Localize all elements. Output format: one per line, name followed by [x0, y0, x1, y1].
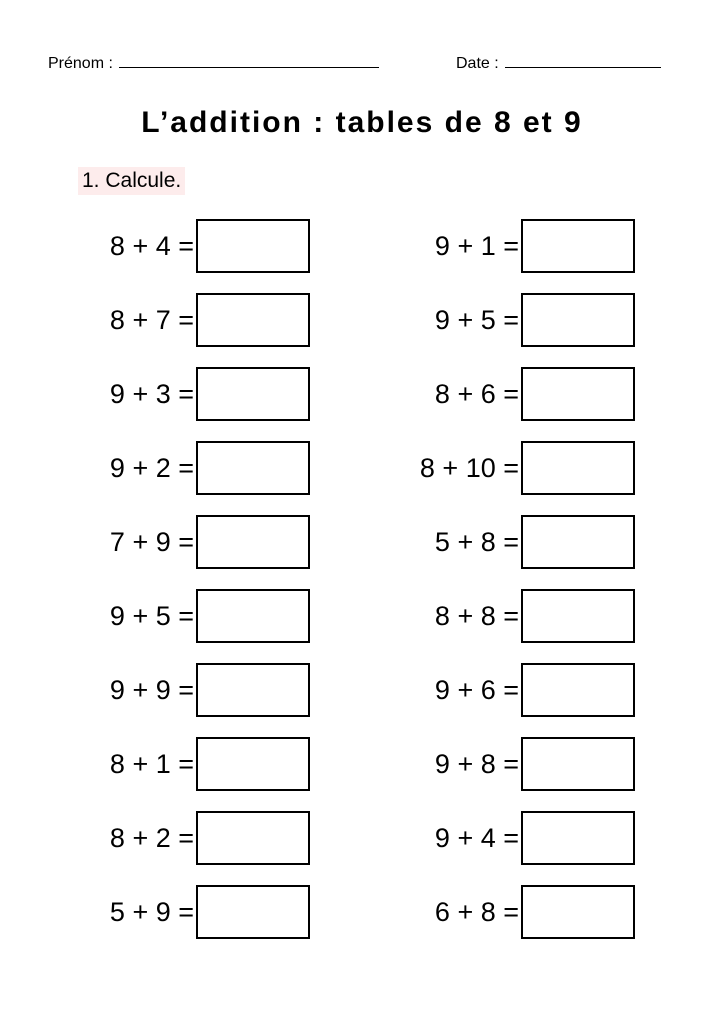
answer-box[interactable] [196, 589, 310, 643]
exercise-expression: 9 + 5 = [434, 305, 519, 335]
exercise-expression: 9 + 5 = [109, 601, 194, 631]
answer-box[interactable] [521, 219, 635, 273]
exercise-row [83, 589, 310, 643]
answer-box[interactable] [196, 367, 310, 421]
exercise-row [83, 737, 310, 791]
exercise-row [83, 663, 310, 717]
instruction-label: 1. Calcule. [78, 167, 185, 195]
answer-box[interactable] [196, 885, 310, 939]
exercise-expression: 8 + 10 = [419, 453, 519, 483]
exercise-expression: 6 + 8 = [434, 897, 519, 927]
date-label: Date : [456, 55, 499, 72]
exercise-row [83, 293, 310, 347]
prenom-line[interactable] [119, 55, 379, 68]
exercise-expression: 8 + 7 = [109, 305, 194, 335]
exercise-row [83, 515, 310, 569]
exercise-row [400, 885, 635, 939]
exercise-expression: 8 + 2 = [109, 823, 194, 853]
answer-box[interactable] [196, 737, 310, 791]
exercise-expression: 7 + 9 = [109, 527, 194, 557]
exercise-expression: 8 + 6 = [434, 379, 519, 409]
answer-box[interactable] [521, 367, 635, 421]
answer-box[interactable] [196, 441, 310, 495]
answer-box[interactable] [196, 219, 310, 273]
exercise-expression: 8 + 1 = [109, 749, 194, 779]
exercise-expression: 5 + 9 = [109, 897, 194, 927]
exercise-row [400, 663, 635, 717]
answer-box[interactable] [521, 441, 635, 495]
answer-box[interactable] [521, 515, 635, 569]
exercise-expression: 9 + 9 = [109, 675, 194, 705]
worksheet-title: L’addition : tables de 8 et 9 [141, 106, 583, 139]
prenom-field[interactable] [48, 55, 379, 73]
exercise-expression: 8 + 8 = [434, 601, 519, 631]
answer-box[interactable] [521, 885, 635, 939]
exercise-expression: 9 + 6 = [434, 675, 519, 705]
answer-box[interactable] [196, 293, 310, 347]
answer-box[interactable] [521, 293, 635, 347]
exercise-expression: 8 + 4 = [109, 231, 194, 261]
exercise-row [400, 589, 635, 643]
exercise-row [400, 811, 635, 865]
exercise-row [83, 885, 310, 939]
exercise-expression: 5 + 8 = [434, 527, 519, 557]
exercise-row [83, 219, 310, 273]
answer-box[interactable] [196, 811, 310, 865]
exercise-expression: 9 + 4 = [434, 823, 519, 853]
answer-box[interactable] [521, 589, 635, 643]
exercise-row [83, 441, 310, 495]
date-field[interactable] [456, 55, 661, 73]
exercise-row [400, 515, 635, 569]
exercise-row [83, 811, 310, 865]
exercise-expression: 9 + 8 = [434, 749, 519, 779]
answer-box[interactable] [521, 811, 635, 865]
exercise-row [83, 367, 310, 421]
answer-box[interactable] [521, 663, 635, 717]
answer-box[interactable] [196, 663, 310, 717]
answer-box[interactable] [196, 515, 310, 569]
exercise-expression: 9 + 2 = [109, 453, 194, 483]
exercise-row [400, 367, 635, 421]
exercise-expression: 9 + 1 = [434, 231, 519, 261]
answer-box[interactable] [521, 737, 635, 791]
exercise-expression: 9 + 3 = [109, 379, 194, 409]
exercise-row [400, 737, 635, 791]
exercise-row [400, 293, 635, 347]
exercise-row [400, 219, 635, 273]
date-line[interactable] [505, 55, 661, 68]
prenom-label: Prénom : [48, 55, 113, 72]
exercise-row [400, 441, 635, 495]
